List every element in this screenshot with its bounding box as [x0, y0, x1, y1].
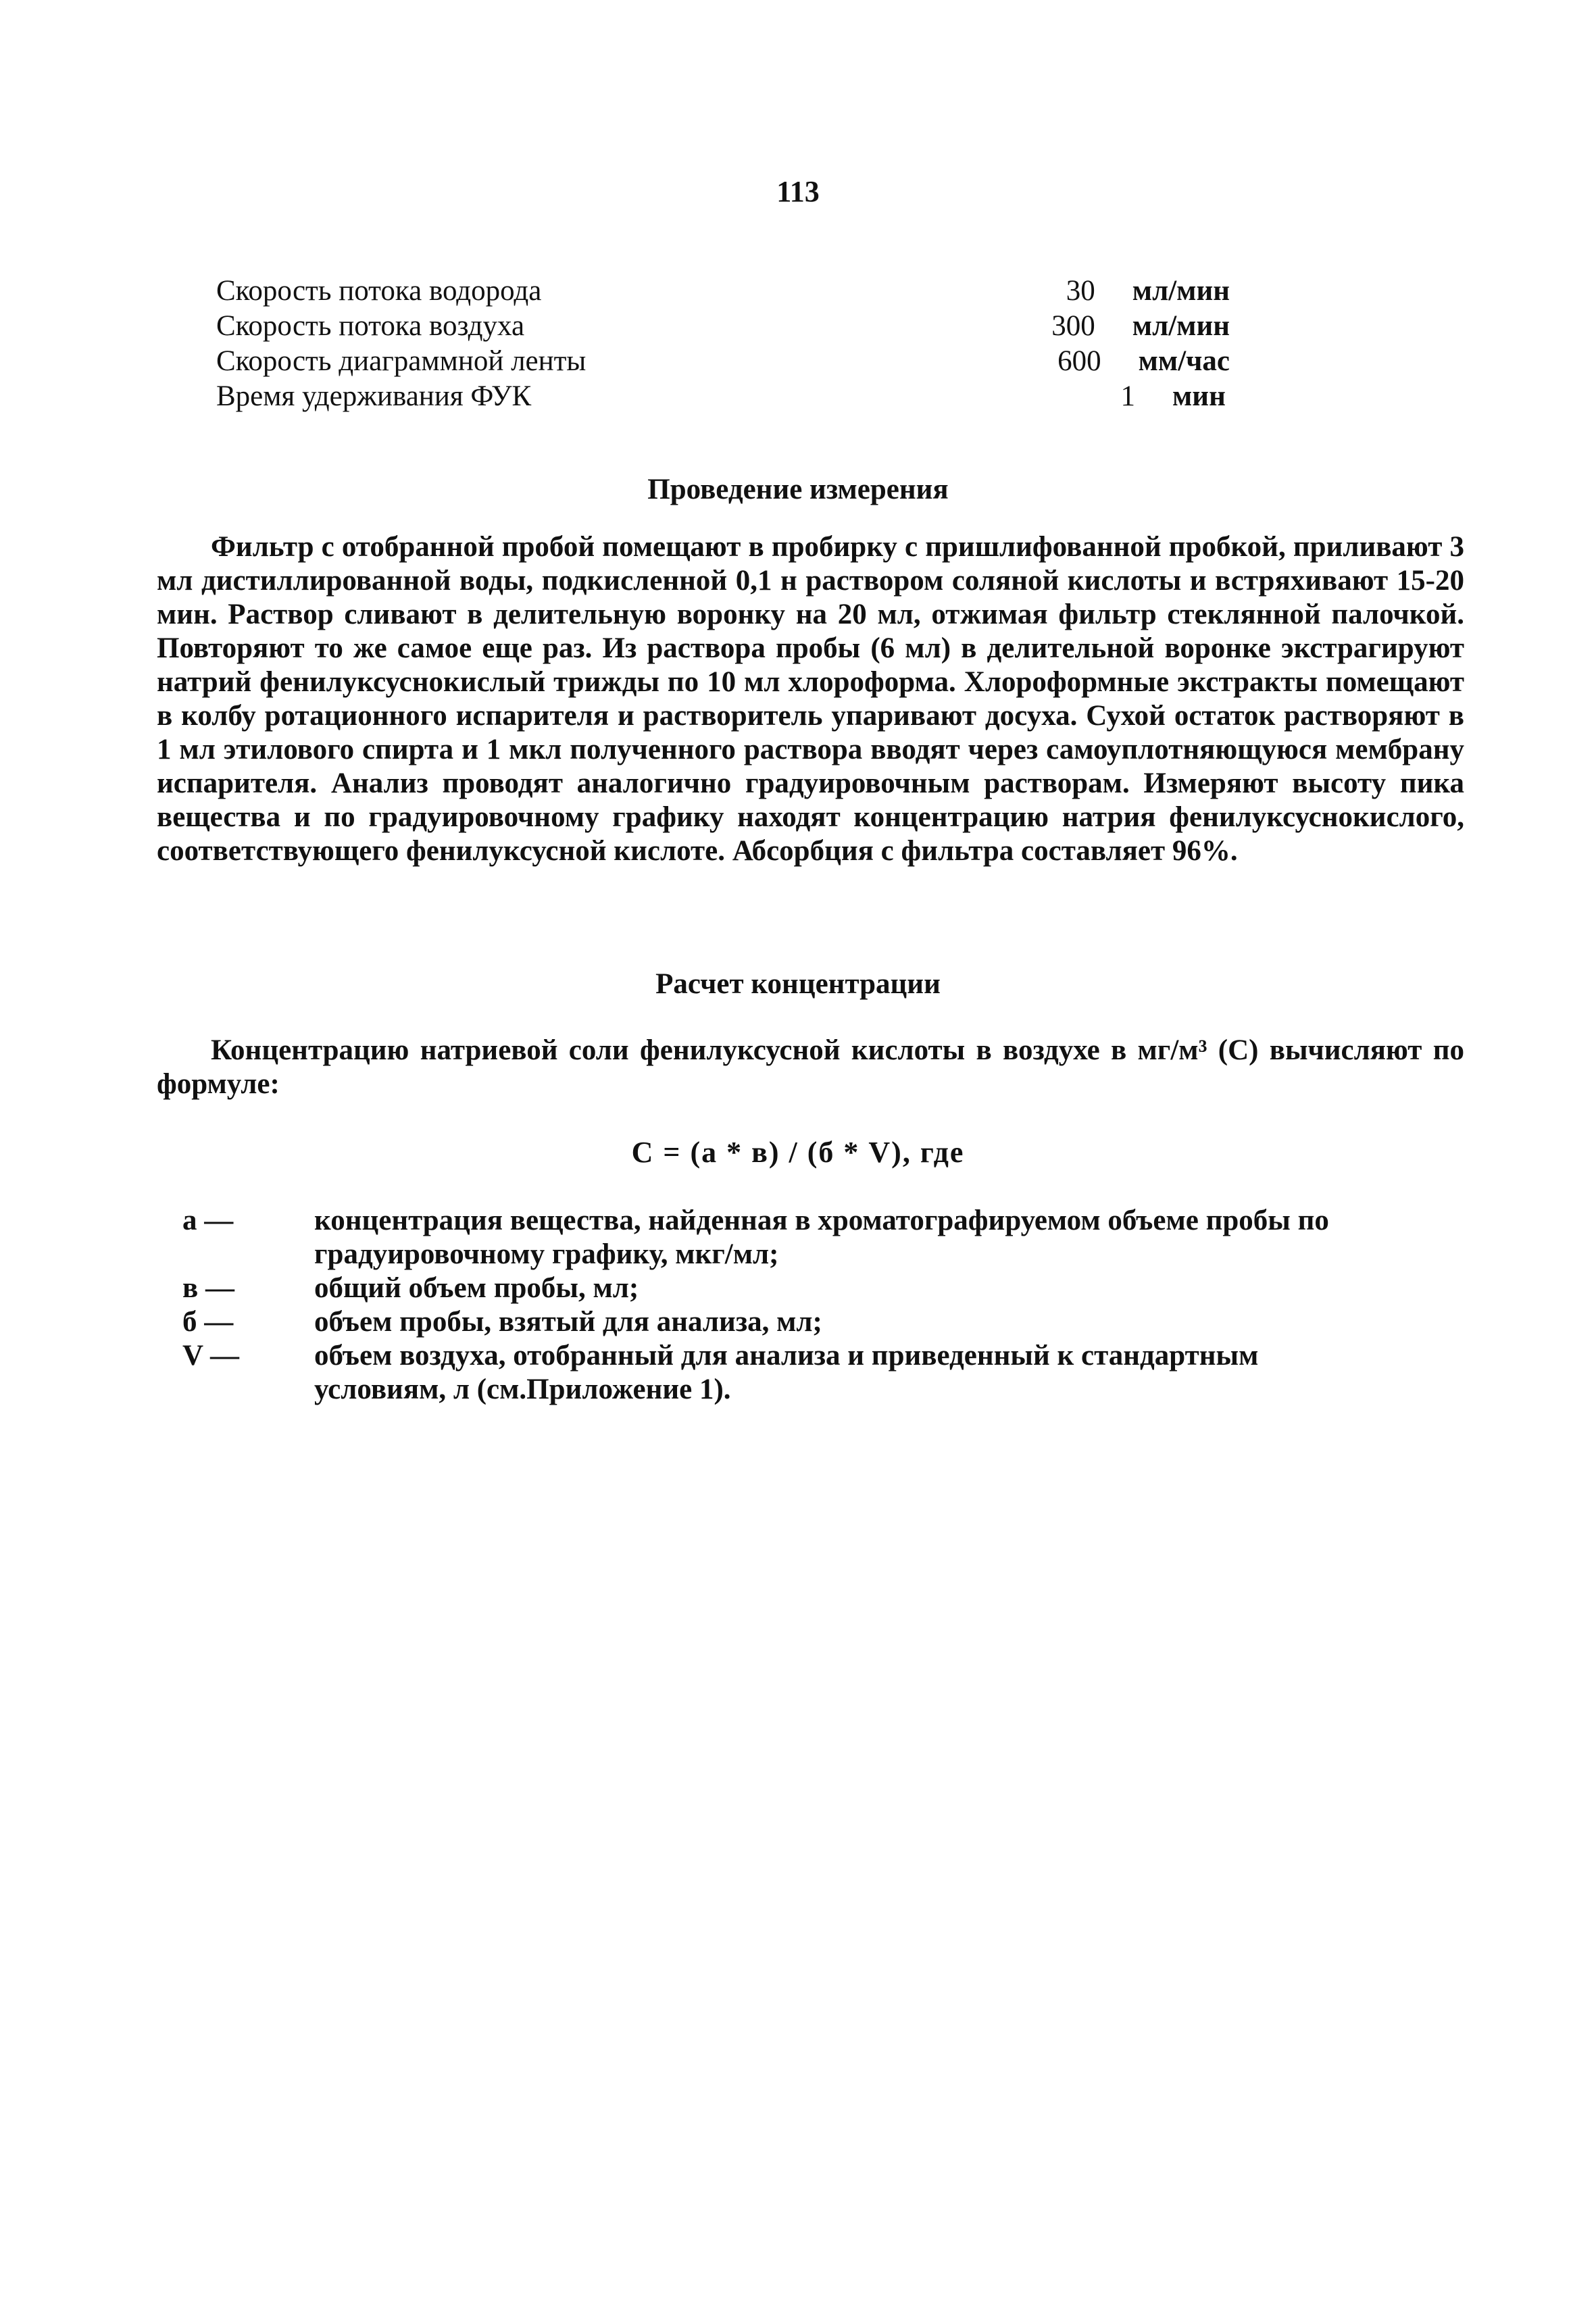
legend-symbol: б — [182, 1306, 234, 1338]
parameter-unit: мин [1172, 380, 1226, 412]
legend-symbol: а — [182, 1205, 234, 1236]
formula-legend [182, 1204, 1399, 1407]
parameters-table [216, 274, 1230, 414]
page-number: 113 [776, 175, 820, 208]
legend-symbol: в — [182, 1272, 234, 1304]
calculation-heading: Расчет концентрации [655, 968, 941, 1000]
legend-text: объем пробы, взятый для анализа, мл; [314, 1306, 822, 1338]
parameter-label: Скорость потока водорода [216, 275, 542, 307]
parameter-row [216, 309, 1230, 344]
legend-symbol: V — [182, 1340, 240, 1372]
parameter-unit: мм/час [1138, 345, 1230, 377]
parameter-label: Время удерживания ФУК [216, 380, 532, 412]
measurement-heading: Проведение измерения [647, 474, 949, 505]
measurement-paragraph: Фильтр с отобранной пробой помещают в пробирку с пришлифованной пробкой, приливают 3 мл дистиллированной воды, подкисленной 0,1 н раствором соляной кислоты и встряхивают 15-20 мин. Раствор сливают в делительную воронку на 20 мл, отжимая фильтр стеклянной палочкой. Повторяют то же самое еще раз. Из раствора пробы (6 мл) в делительной воронке экстрагируют натрий фенилуксуснокислый трижды по 10 мл хлороформа. Хлороформные экстракты помещают в колбу ротационного испарителя и растворитель упаривают досуха. Сухой остаток растворяют в 1 мл этилового спирта и 1 мкл полученного раствора вводят через самоуплотняющуюся мембрану испарителя. Анализ проводят аналогично градуировочным растворам. Измеряют высоту пика вещества и по градуировочному графику находят концентрацию натрия фенилуксуснокислого, соответствующего фенилуксусной кислоте. Абсорбция с фильтра составляет 96%. [157, 531, 1464, 867]
parameter-unit: мл/мин [1132, 275, 1230, 307]
legend-text: концентрация вещества, найденная в хроматографируемом объеме пробы по градуировочному графику, мкг/мл; [314, 1205, 1329, 1270]
concentration-formula: С = (а * в) / (б * V), где [631, 1136, 965, 1169]
legend-item [182, 1305, 1399, 1339]
parameter-label: Скорость диаграммной ленты [216, 345, 587, 377]
parameter-unit: мл/мин [1132, 310, 1230, 342]
parameter-row [216, 344, 1230, 379]
parameter-value: 1 [1120, 380, 1135, 412]
parameter-label: Скорость потока воздуха [216, 310, 525, 342]
legend-item [182, 1339, 1399, 1407]
parameter-row [216, 379, 1230, 414]
parameter-value: 30 [1066, 275, 1095, 307]
calculation-paragraph: Концентрацию натриевой соли фенилуксусной кислоты в воздухе в мг/м³ (С) вычисляют по формуле: [157, 1034, 1464, 1100]
legend-text: общий объем пробы, мл; [314, 1272, 639, 1304]
parameter-value: 600 [1057, 345, 1101, 377]
legend-item [182, 1204, 1399, 1272]
legend-item [182, 1272, 1399, 1305]
legend-text: объем воздуха, отобранный для анализа и приведенный к стандартным условиям, л (см.Приложение 1). [314, 1340, 1259, 1405]
parameter-row [216, 274, 1230, 309]
parameter-value: 300 [1051, 310, 1095, 342]
